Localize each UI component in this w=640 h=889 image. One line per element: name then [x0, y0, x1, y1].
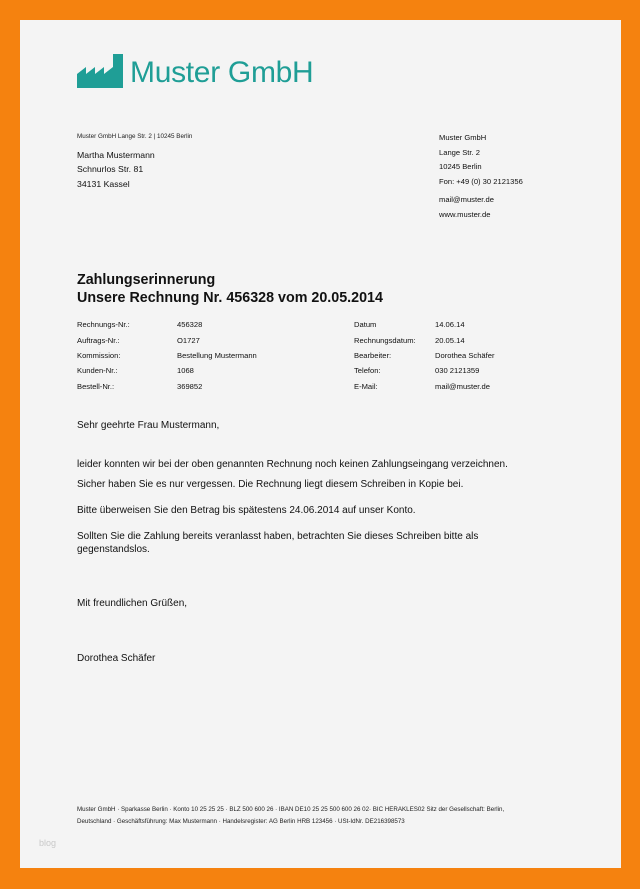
body-paragraph: gegenstandslos. — [77, 544, 150, 555]
footer — [77, 804, 504, 827]
meta-value: 030 2121359 — [435, 366, 480, 375]
meta-label: Datum — [354, 320, 377, 329]
recipient-address — [77, 148, 155, 191]
company-logo — [77, 54, 313, 88]
letter-subtitle: Unsere Rechnung Nr. 456328 vom 20.05.2014 — [77, 290, 383, 306]
recipient-line: 34131 Kassel — [77, 178, 130, 189]
meta-label: Rechnungs-Nr.: — [77, 320, 130, 329]
meta-label: Kunden-Nr.: — [77, 366, 118, 375]
sender-contact — [439, 193, 494, 222]
meta-label: Kommission: — [77, 351, 121, 360]
meta-label: Telefon: — [354, 366, 381, 375]
meta-label: Bestell-Nr.: — [77, 382, 115, 391]
footer-line: Muster GmbH · Sparkasse Berlin · Konto 10 25 25 25 · BLZ 500 600 26 · IBAN DE10 25 25 500 600 26 02· BIC HERAKLES02 Sitz der Gesellschaft: Berlin, — [77, 806, 505, 813]
footer-line: Deutschland · Geschäftsführung: Max Mustermann · Handelsregister: AG Berlin HRB 123456 · USt-IdNr. DE216398573 — [77, 817, 405, 825]
meta-value: 456328 — [177, 320, 203, 329]
meta-value: O1727 — [177, 336, 200, 345]
company-name: Muster GmbH — [130, 56, 314, 89]
meta-value: Bestellung Mustermann — [177, 351, 257, 360]
meta-label: Bearbeiter: — [354, 351, 392, 360]
factory-icon — [77, 54, 123, 88]
sender-line: Muster GmbH — [439, 133, 487, 142]
letter-title: Zahlungserinnerung — [77, 272, 216, 288]
meta-value: mail@muster.de — [435, 382, 490, 391]
meta-label: Auftrags-Nr.: — [77, 336, 120, 345]
meta-value: 369852 — [177, 382, 203, 391]
sender-line: Lange Str. 2 — [439, 147, 480, 157]
sender-email: mail@muster.de — [439, 195, 494, 204]
sender-return-line: Muster GmbH Lange Str. 2 | 10245 Berlin — [77, 133, 193, 140]
closing: Mit freundlichen Grüßen, — [77, 598, 188, 609]
body-paragraph: leider konnten wir bei der oben genannten Rechnung noch keinen Zahlungseingang verzeichnen. — [77, 459, 508, 470]
recipient-line: Schnurlos Str. 81 — [77, 164, 144, 175]
sender-line: Fon: +49 (0) 30 2121356 — [439, 176, 523, 186]
sender-address — [439, 131, 523, 189]
watermark: blog — [39, 838, 57, 848]
body-paragraph: Sicher haben Sie es nur vergessen. Die Rechnung liegt diesem Schreiben in Kopie bei. — [77, 479, 464, 490]
salutation: Sehr geehrte Frau Mustermann, — [77, 420, 220, 431]
meta-value: 1068 — [177, 366, 194, 375]
body-paragraph: Bitte überweisen Sie den Betrag bis spätestens 24.06.2014 auf unser Konto. — [77, 505, 416, 516]
meta-value: 14.06.14 — [435, 320, 465, 329]
meta-value: 20.05.14 — [435, 336, 465, 345]
signature-name: Dorothea Schäfer — [77, 653, 156, 664]
recipient-line: Martha Mustermann — [77, 150, 155, 160]
body-paragraph: Sollten Sie die Zahlung bereits veranlasst haben, betrachten Sie dieses Schreiben bitte als — [77, 531, 479, 542]
sender-line: 10245 Berlin — [439, 162, 482, 171]
meta-label: E-Mail: — [354, 382, 378, 391]
meta-label: Rechnungsdatum: — [354, 336, 416, 345]
meta-value: Dorothea Schäfer — [435, 351, 495, 360]
letter-page — [20, 20, 621, 868]
sender-website: www.muster.de — [439, 209, 491, 219]
